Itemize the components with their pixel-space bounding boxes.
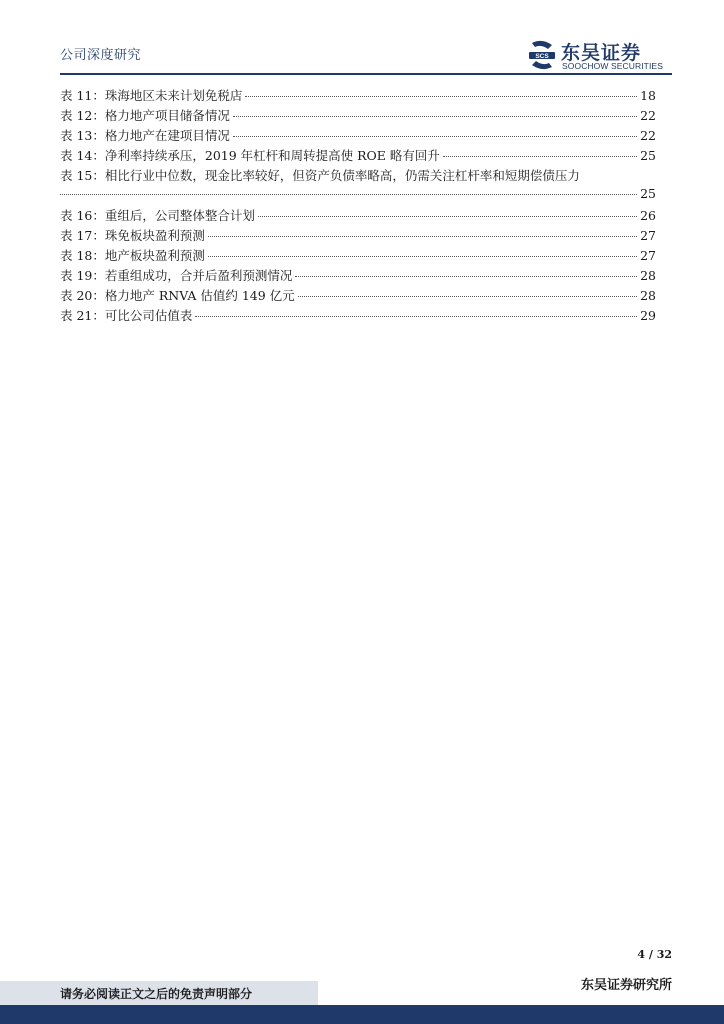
toc-entry-label: 表 20：格力地产 RNVA 估值约 149 亿元 xyxy=(60,288,295,303)
logo-mark-text: SCS xyxy=(535,53,549,60)
toc-leader-dots xyxy=(195,316,637,317)
toc-entry-page: 22 xyxy=(640,108,656,123)
toc-entry[interactable] xyxy=(60,166,656,206)
toc-entry-page: 27 xyxy=(640,248,656,263)
institute-name: 东吴证券研究所 xyxy=(580,978,672,993)
company-logo xyxy=(528,40,678,72)
toc-entry-label: 表 18：地产板块盈利预测 xyxy=(60,248,205,263)
toc-entry[interactable] xyxy=(60,126,656,146)
toc-entry[interactable] xyxy=(60,246,656,266)
report-section-label: 公司深度研究 xyxy=(60,48,142,63)
toc-entry[interactable] xyxy=(60,86,656,106)
toc-entry[interactable] xyxy=(60,266,656,286)
toc-entry-page: 28 xyxy=(640,288,656,303)
logo-chinese-name: 东吴证券 xyxy=(561,42,642,64)
toc-leader-dots xyxy=(245,96,637,97)
disclaimer-note: 请务必阅读正文之后的免责声明部分 xyxy=(60,987,253,1001)
page-number: 4 / 32 xyxy=(637,948,672,961)
toc-entry[interactable] xyxy=(60,286,656,306)
toc-entry[interactable] xyxy=(60,306,656,326)
toc-entry[interactable] xyxy=(60,226,656,246)
toc-entry-label: 表 11：珠海地区未来计划免税店 xyxy=(60,88,243,103)
logo-english-name: SOOCHOW SECURITIES xyxy=(562,61,663,71)
toc-entry-label: 表 15：相比行业中位数，现金比率较好，但资产负债率略高，仍需关注杠杆率和短期偿债压力 xyxy=(60,168,580,183)
toc-entry-page: 22 xyxy=(640,128,656,143)
header-rule xyxy=(60,73,672,75)
toc-leader-dots xyxy=(258,216,637,217)
footer-bar xyxy=(0,1005,724,1024)
toc-entry-label: 表 16：重组后，公司整体整合计划 xyxy=(60,208,255,223)
toc-leader-dots xyxy=(298,296,637,297)
toc-entry[interactable] xyxy=(60,206,656,226)
disclaimer-band xyxy=(0,981,318,1005)
toc-entry-page: 27 xyxy=(640,228,656,243)
toc-entry-page: 28 xyxy=(640,268,656,283)
toc-leader-dots xyxy=(233,136,637,137)
toc-entry[interactable] xyxy=(60,146,656,166)
toc-leader-dots xyxy=(60,194,637,195)
toc-entry-label: 表 12：格力地产项目储备情况 xyxy=(60,108,230,123)
soochow-logo-icon xyxy=(528,40,556,70)
toc-leader-dots xyxy=(208,236,637,237)
toc-entry-label: 表 13：格力地产在建项目情况 xyxy=(60,128,230,143)
toc-entry-label: 表 14：净利率持续承压，2019 年杠杆和周转提高使 ROE 略有回升 xyxy=(60,148,440,163)
toc-leader-dots xyxy=(233,116,637,117)
toc-entry-label: 表 19：若重组成功，合并后盈利预测情况 xyxy=(60,268,293,283)
toc-entry-page: 29 xyxy=(640,308,656,323)
toc-entry-page: 18 xyxy=(640,88,656,103)
toc-entry-label: 表 17：珠免板块盈利预测 xyxy=(60,228,205,243)
toc-leader-dots xyxy=(208,256,637,257)
toc-entry-page: 25 xyxy=(640,148,656,163)
toc-entry[interactable] xyxy=(60,106,656,126)
toc-entry-page: 26 xyxy=(640,208,656,223)
table-of-tables xyxy=(60,86,656,326)
toc-leader-dots xyxy=(295,276,637,277)
toc-leader-dots xyxy=(443,156,637,157)
toc-entry-page: 25 xyxy=(640,186,656,201)
toc-entry-label: 表 21：可比公司估值表 xyxy=(60,308,193,323)
